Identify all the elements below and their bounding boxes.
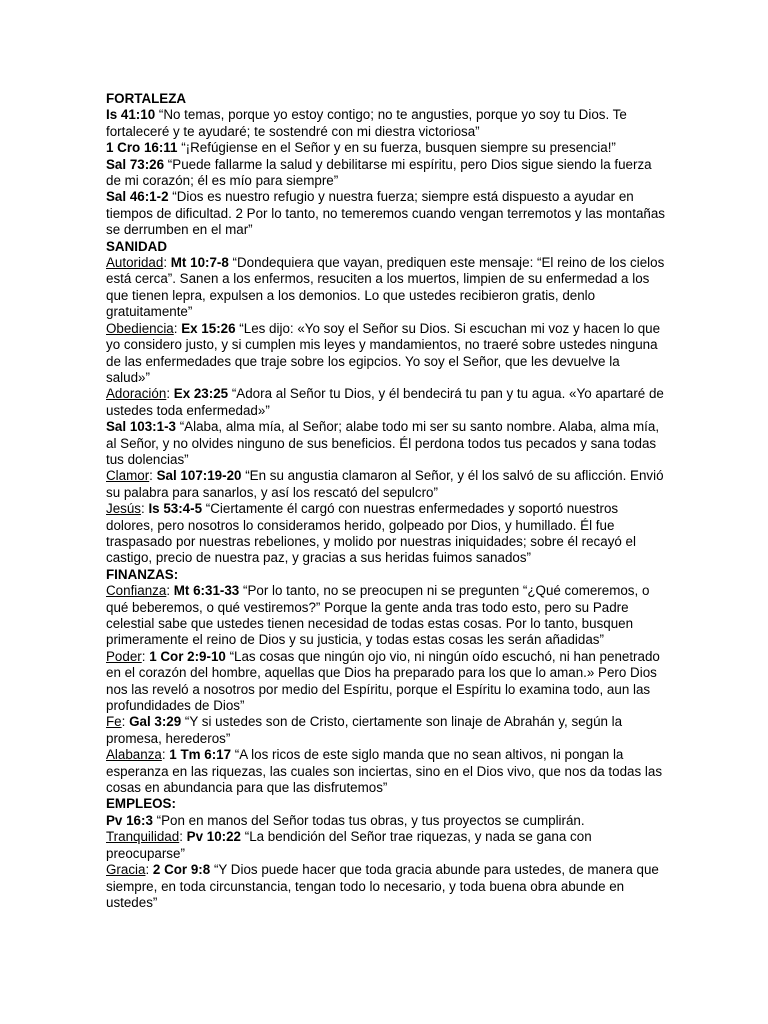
verse-reference: Sal 107:19-20 <box>156 468 242 484</box>
verse-text: “Por lo tanto, no se preocupen ni se pregunten “¿Qué comeremos, o qué beberemos, o qué vestiremos?” Porque la gente anda tras todo esto, pero su Padre celestial sabe que ustedes tienen necesidad de todas estas cosas. Por lo tanto, busquen primeramente el reino de Dios y su justicia, y todas estas cosas les serán añadidas” <box>106 583 650 648</box>
category-separator: : <box>163 255 171 271</box>
verse-entry <box>106 140 666 156</box>
category-separator: : <box>166 386 174 402</box>
verse-text: “¡Refúgiense en el Señor y en su fuerza, busquen siempre su presencia!” <box>177 140 616 156</box>
verse-entry <box>106 107 666 140</box>
verse-category: Tranquilidad <box>106 829 180 845</box>
verse-text: “Puede fallarme la salud y debilitarse mi espíritu, pero Dios sigue siendo la fuerza de mi corazón; él es mío para siempre” <box>106 156 652 189</box>
verse-text: “En su angustia clamaron al Señor, y él los salvó de su aflicción. Envió su palabra para sanarlos, y así los rescató del sepulcro” <box>106 468 664 500</box>
section-heading: FINANZAS: <box>106 566 179 582</box>
verse-category: Gracia <box>106 862 146 878</box>
verse-reference: Ex 15:26 <box>181 320 236 336</box>
verse-category: Clamor <box>106 468 150 484</box>
verse-text: “Pon en manos del Señor todas tus obras, y tus proyectos se cumplirán. <box>152 812 585 828</box>
verse-entry <box>106 386 666 419</box>
category-separator: : <box>145 862 153 878</box>
verse-text: “Y si ustedes son de Cristo, ciertamente son linaje de Abrahán y, según la promesa, herederos” <box>106 714 623 746</box>
verse-entry <box>106 189 666 238</box>
verse-reference: Sal 46:1-2 <box>106 189 169 205</box>
section-heading: EMPLEOS: <box>106 796 176 812</box>
verse-entry <box>106 747 666 796</box>
verse-category: Alabanza <box>106 747 162 763</box>
section-heading: FORTALEZA <box>106 91 187 106</box>
verse-reference: Sal 103:1-3 <box>106 419 176 435</box>
verse-entry <box>106 501 666 567</box>
verse-text: “Ciertamente él cargó con nuestras enfermedades y soportó nuestros dolores, pero nosotros lo consideramos herido, golpeado por Dios, y humillado. Él fue traspasado por nuestras rebeliones, y molido por nuestras iniquidades; sobre él recayó el castigo, precio de nuestra paz, y gracias a sus heridas fuimos sanados” <box>106 501 636 566</box>
section-heading: SANIDAD <box>106 238 168 254</box>
verse-entry <box>106 813 666 829</box>
verse-reference: 1 Cor 2:9-10 <box>149 648 226 664</box>
verse-text: “No temas, porque yo estoy contigo; no te angusties, porque yo soy tu Dios. Te fortaleceré y te ayudaré; te sostendré con mi diestra victoriosa” <box>106 107 627 139</box>
category-separator: : <box>141 648 150 664</box>
verse-reference: 1 Cro 16:11 <box>106 140 178 156</box>
verse-entry <box>106 862 666 911</box>
verse-text: “Las cosas que ningún ojo vio, ni ningún oído escuchó, ni han penetrado en el corazón del hombre, aquellas que Dios ha preparado para los que lo aman.» Pero Dios nos las reveló a nosotros por medio del Espíritu, porque el Espíritu lo examina todo, aun las profundidades de Dios” <box>106 648 660 714</box>
verse-category: Obediencia <box>106 320 174 336</box>
verse-text: “Y Dios puede hacer que toda gracia abunde para ustedes, de manera que siempre, en toda circunstancia, tengan todo lo necesario, y toda buena obra abunde en ustedes” <box>106 862 659 910</box>
verse-reference: Sal 73:26 <box>106 156 165 172</box>
verse-reference: 1 Tm 6:17 <box>169 747 232 763</box>
category-separator: : <box>149 468 157 484</box>
verse-category: Jesús <box>106 501 141 517</box>
verse-reference: Gal 3:29 <box>129 714 182 730</box>
verse-text: “Dios es nuestro refugio y nuestra fuerza; siempre está dispuesto a ayudar en tiempos de dificultad. 2 Por lo tanto, no temeremos cuando vengan terremotos y las montañas se derrumben en el mar” <box>106 189 665 238</box>
verse-reference: 2 Cor 9:8 <box>152 862 211 878</box>
document-body <box>106 91 666 911</box>
category-separator: : <box>161 747 170 763</box>
verse-text: “Alaba, alma mía, al Señor; alabe todo mi ser su santo nombre. Alaba, alma mía, al Señor, y no olvides ninguno de sus beneficios. Él perdona todos tus pecados y sana todas tus dolencias” <box>106 419 660 467</box>
verse-reference: Pv 16:3 <box>106 812 153 828</box>
verse-entry <box>106 321 666 387</box>
verse-reference: Mt 6:31-33 <box>173 583 240 599</box>
verse-text: “A los ricos de este siglo manda que no sean altivos, ni pongan la esperanza en las riquezas, las cuales son inciertas, sino en el Dios vivo, que nos da todas las cosas en abundancia para que las disfrutemos” <box>106 747 663 796</box>
verse-text: “La bendición del Señor trae riquezas, y nada se gana con preocuparse” <box>106 829 592 861</box>
category-separator: : <box>121 714 130 730</box>
verse-entry <box>106 583 666 649</box>
verse-entry <box>106 157 666 190</box>
verse-entry <box>106 714 666 747</box>
verse-entry <box>106 829 666 862</box>
verse-category: Fe <box>106 714 122 730</box>
verse-text: “Adora al Señor tu Dios, y él bendecirá tu pan y tu agua. «Yo apartaré de ustedes toda enfermedad»” <box>106 386 664 418</box>
category-separator: : <box>166 583 174 599</box>
verse-category: Confianza <box>106 583 167 599</box>
verse-entry <box>106 649 666 715</box>
verse-category: Poder <box>106 648 142 664</box>
category-separator: : <box>179 829 187 845</box>
verse-reference: Pv 10:22 <box>186 829 242 845</box>
verse-category: Adoración <box>106 386 167 402</box>
verse-reference: Ex 23:25 <box>173 386 229 402</box>
verse-text: “Les dijo: «Yo soy el Señor su Dios. Si escuchan mi voz y hacen lo que yo considero justo, y si cumplen mis leyes y mandamientos, no traeré sobre ustedes ninguna de las enfermedades que traje sobre los egipcios. Yo soy el Señor, que les devuelve la salud»” <box>106 320 661 385</box>
verse-entry <box>106 419 666 468</box>
category-separator: : <box>140 501 149 517</box>
verse-entry <box>106 468 666 501</box>
verse-text: “Dondequiera que vayan, prediquen este mensaje: “El reino de los cielos está cerca”. Sanen a los enfermos, resuciten a los muertos, limpien de su enfermedad a los que tienen lepra, expulsen a los demonios. Lo que ustedes recibieron gratis, denlo gratuitamente” <box>106 255 665 320</box>
verse-reference: Is 41:10 <box>106 107 156 123</box>
verse-reference: Is 53:4-5 <box>148 501 203 517</box>
verse-category: Autoridad <box>106 255 164 271</box>
verse-reference: Mt 10:7-8 <box>170 255 229 271</box>
category-separator: : <box>173 320 182 336</box>
verse-entry <box>106 255 666 321</box>
